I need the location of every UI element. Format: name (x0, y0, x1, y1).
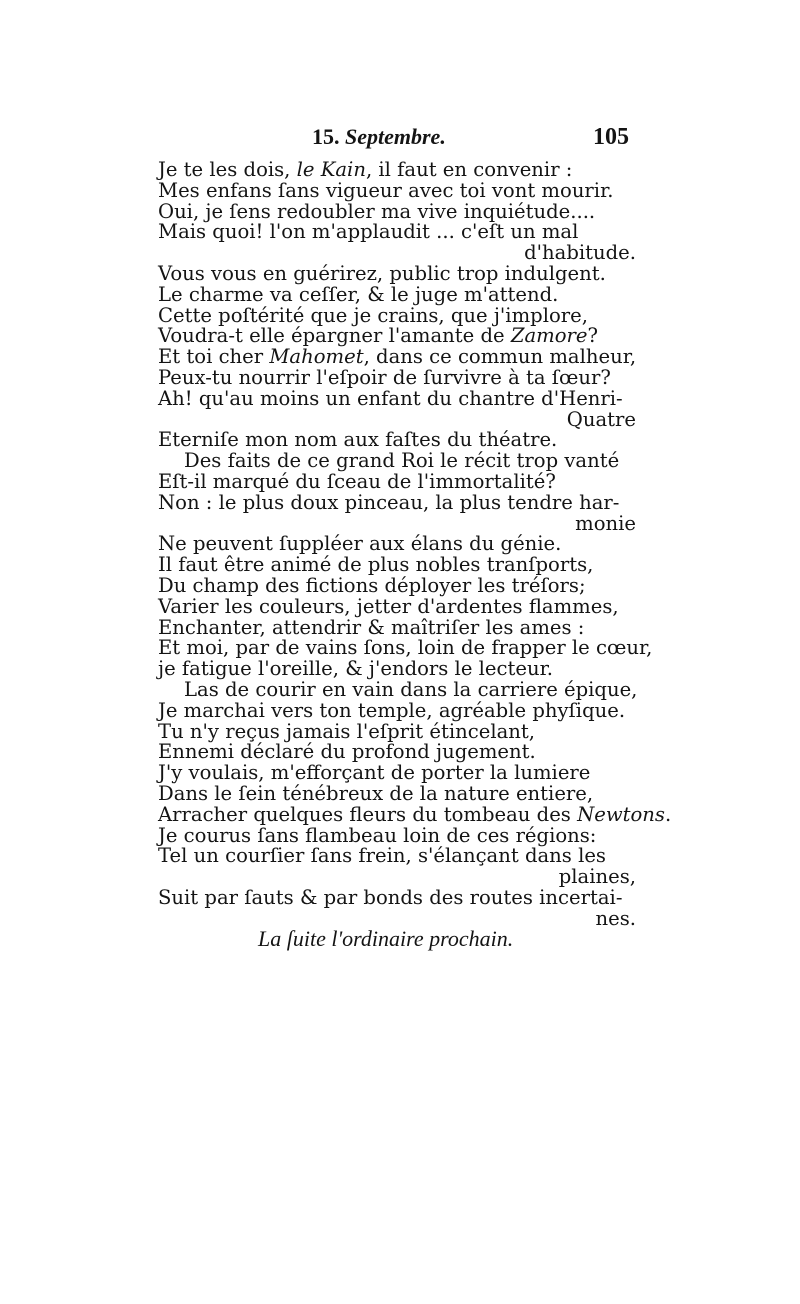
running-header (0, 124, 800, 160)
poem-line (158, 763, 648, 784)
poem-line (158, 261, 648, 285)
poem-line (158, 386, 648, 410)
poem-line (158, 451, 648, 472)
poem-line-text: Cette poſtérité que je crains, que j'implore, (158, 303, 588, 327)
poem-line-italic: Zamore (510, 324, 588, 348)
poem-line-text: Dans le ſein ténébreux de la nature entiere, (158, 781, 594, 805)
poem-line-text: Mais quoi! l'on m'applaudit ... c'eſt un mal (158, 220, 579, 244)
poem-line-text: . (664, 802, 672, 826)
poem-line (158, 282, 648, 306)
continuation-note: La ſuite l'ordinaire prochain. (258, 926, 514, 951)
poem-line (158, 677, 648, 701)
poem-line-text: , dans ce commun malheur, (363, 345, 637, 369)
poem-line (158, 160, 648, 181)
poem-line-text: Quatre (566, 407, 636, 431)
poem-line (158, 534, 648, 555)
poem-line (158, 365, 648, 389)
poem-line-text: nes. (595, 906, 636, 930)
poem-line (158, 719, 648, 743)
poem-line-text: Ne peuvent ſuppléer aux élans du génie. (158, 532, 562, 556)
poem-line-text: Las de courir en vain dans la carriere épique, (184, 677, 638, 701)
poem-line (158, 742, 648, 763)
poem-line (158, 802, 672, 826)
poem-line-text: Eſt-il marqué du ſceau de l'immortalité? (158, 469, 556, 493)
poem-line-text: d'habitude. (524, 241, 636, 265)
poem-line-text: Il faut être animé de plus nobles tranſports, (158, 553, 594, 577)
header-day: 15. (312, 124, 340, 149)
poem-line (158, 490, 648, 514)
poem-line (158, 243, 648, 264)
poem-line-text: Je te les dois, (158, 158, 297, 181)
poem-line-italic: Mahomet (269, 345, 364, 369)
poem-line-text: Des faits de ce grand Roi le récit trop vanté (184, 449, 620, 473)
poem-line-text: Peux-tu nourrir l'eſpoir de ſurvivre à ta ſœur? (158, 365, 611, 389)
poem-line-text: Non : le plus doux pinceau, la plus tendre har- (158, 490, 620, 514)
poem-line (158, 594, 648, 618)
poem-line-text: Ah! qu'au moins un enfant du chantre d'Henri- (158, 386, 623, 410)
poem-line-text: Et toi cher (158, 345, 270, 369)
poem-line (158, 407, 648, 431)
poem-line-text: Je courus ſans flambeau loin de ces régions: (158, 823, 597, 847)
poem-line-text: monie (575, 511, 636, 535)
poem-line (158, 636, 653, 660)
header-date (312, 124, 446, 150)
poem-line (158, 347, 648, 368)
poem-line-text: Je marchai vers ton temple, agréable phyſique. (158, 698, 626, 722)
poem-line-text: Suit par ſauts & par bonds des routes incertai- (158, 885, 623, 909)
poem-line (158, 823, 648, 847)
poem-line-text: ? (587, 324, 599, 348)
poem-line-text: Le charme va ceſſer, & le juge m'attend. (158, 282, 559, 306)
poem-line (158, 659, 648, 680)
poem-line (158, 867, 648, 888)
poem-line-text: Et moi, par de vains ſons, loin de frapper le cœur, (158, 636, 653, 660)
poem-line (158, 430, 648, 451)
poem-line-text: Du champ des fictions déployer les tréſors; (158, 573, 586, 597)
poem-line-text: Mes enfans ſans vigueur avec toi vont mourir. (158, 178, 614, 202)
poem-line (158, 199, 648, 223)
poem-line (158, 885, 648, 909)
poem-line-italic: Newtons (577, 802, 665, 826)
poem-line-text: Varier les couleurs, jetter d'ardentes flammes, (158, 594, 619, 618)
poem-line-text: Voudra-t elle épargner l'amante de (158, 324, 511, 348)
poem-line-text: plaines, (558, 865, 636, 889)
poem-line (158, 573, 648, 597)
poem-line (158, 846, 648, 867)
poem-line-text: Tel un courſier ſans frein, s'élançant dans les (158, 844, 606, 868)
poem-line (158, 303, 648, 327)
poem-line-text: je fatigue l'oreille, & j'endors le lecteur. (158, 657, 554, 681)
poem-line-text: Oui, je ſens redoubler ma vive inquiétude.... (158, 199, 596, 223)
poem-line-text: Tu n'y reçus jamais l'eſprit étincelant, (158, 719, 535, 743)
page-number: 105 (593, 124, 629, 150)
poem-line (158, 469, 648, 493)
poem-line (158, 698, 648, 722)
header-month: Septembre. (345, 124, 446, 149)
poem-line-text: Arracher quelques fleurs du tombeau des (158, 802, 578, 826)
poem-line-italic: le Kain (296, 158, 366, 181)
poem-line (158, 615, 648, 639)
poem-line-text: , il faut en convenir : (365, 158, 573, 181)
poem-line-text: J'y voulais, m'efforçant de porter la lumiere (158, 761, 591, 785)
poem-line-text: Ennemi déclaré du profond jugement. (158, 740, 536, 764)
poem-line (158, 555, 648, 576)
poem-text (158, 158, 672, 930)
poem-line (158, 781, 648, 805)
poem-line-text: Eterniſe mon nom aux faſtes du théatre. (158, 428, 558, 452)
poem-line (158, 178, 648, 202)
poem-line-text: Vous vous en guérirez, public trop indulgent. (158, 261, 606, 285)
poem-line (158, 326, 648, 347)
poem-line (158, 511, 648, 535)
poem-line-text: Enchanter, attendrir & maîtriſer les ames : (158, 615, 585, 639)
poem-line (158, 222, 648, 243)
